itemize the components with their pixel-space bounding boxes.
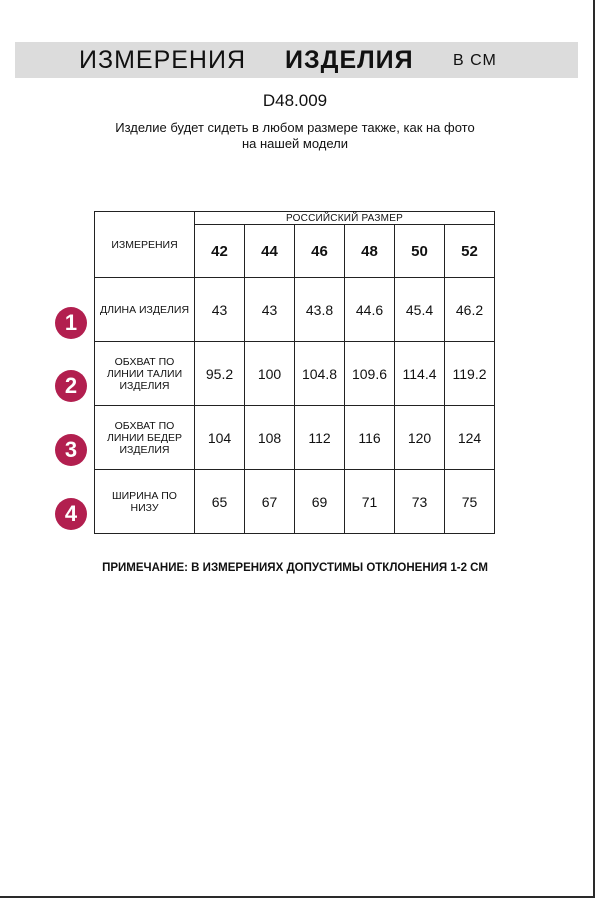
value-cell: 73 xyxy=(395,470,445,534)
value-cell: 75 xyxy=(445,470,495,534)
corner-label: ИЗМЕРЕНИЯ xyxy=(95,212,195,278)
value-cell: 95.2 xyxy=(195,342,245,406)
row-label xyxy=(95,470,195,534)
row-label-line: ЛИНИИ ТАЛИИ xyxy=(106,367,183,380)
value-cell: 104 xyxy=(195,406,245,470)
size-header-cell: 44 xyxy=(245,225,295,278)
row-number-badge: 1 xyxy=(55,307,87,339)
value-cell: 108 xyxy=(245,406,295,470)
table-row xyxy=(95,470,495,534)
row-label xyxy=(95,342,195,406)
row-number-badge: 2 xyxy=(55,370,87,402)
size-header-cell: 50 xyxy=(395,225,445,278)
value-cell: 71 xyxy=(345,470,395,534)
value-cell: 120 xyxy=(395,406,445,470)
row-label-line: ЛИНИИ БЕДЕР xyxy=(106,431,183,444)
size-table xyxy=(94,211,495,534)
title-bar xyxy=(15,42,578,78)
tolerance-note: ПРИМЕЧАНИЕ: В ИЗМЕРЕНИЯХ ДОПУСТИМЫ ОТКЛОНЕНИЯ 1-2 СМ xyxy=(102,562,488,574)
value-cell: 100 xyxy=(245,342,295,406)
row-label-line: ДЛИНА ИЗДЕЛИЯ xyxy=(99,303,190,316)
table-row xyxy=(95,278,495,342)
row-label xyxy=(95,406,195,470)
title-unit: В СМ xyxy=(453,52,497,69)
value-cell: 116 xyxy=(345,406,395,470)
product-code: D48.009 xyxy=(262,91,328,110)
fit-description-line-1: Изделие будет сидеть в любом размере также, как на фото xyxy=(115,120,475,135)
size-header-cell: 42 xyxy=(195,225,245,278)
table-row xyxy=(95,342,495,406)
table-row xyxy=(95,406,495,470)
value-cell: 65 xyxy=(195,470,245,534)
value-cell: 69 xyxy=(295,470,345,534)
row-label-line: ОБХВАТ ПО xyxy=(114,419,175,432)
row-label xyxy=(95,278,195,342)
value-cell: 43.8 xyxy=(295,278,345,342)
size-header-cell: 52 xyxy=(445,225,495,278)
size-group-label: РОССИЙСКИЙ РАЗМЕР xyxy=(195,212,495,225)
value-cell: 44.6 xyxy=(345,278,395,342)
row-label-line: ИЗДЕЛИЯ xyxy=(119,379,170,392)
value-cell: 109.6 xyxy=(345,342,395,406)
row-label-line: ШИРИНА ПО xyxy=(112,489,177,502)
value-cell: 104.8 xyxy=(295,342,345,406)
value-cell: 114.4 xyxy=(395,342,445,406)
row-label-line: НИЗУ xyxy=(130,501,159,514)
value-cell: 43 xyxy=(195,278,245,342)
row-label-line: ОБХВАТ ПО xyxy=(114,355,175,368)
row-number-badge: 3 xyxy=(55,434,87,466)
fit-description xyxy=(0,120,590,152)
value-cell: 67 xyxy=(245,470,295,534)
value-cell: 124 xyxy=(445,406,495,470)
value-cell: 43 xyxy=(245,278,295,342)
value-cell: 45.4 xyxy=(395,278,445,342)
row-number-badge: 4 xyxy=(55,498,87,530)
value-cell: 119.2 xyxy=(445,342,495,406)
value-cell: 112 xyxy=(295,406,345,470)
size-header-cell: 48 xyxy=(345,225,395,278)
row-label-line: ИЗДЕЛИЯ xyxy=(119,443,170,456)
size-header-cell: 46 xyxy=(295,225,345,278)
value-cell: 46.2 xyxy=(445,278,495,342)
title-measurements: ИЗМЕРЕНИЯ xyxy=(79,46,246,74)
title-item: ИЗДЕЛИЯ xyxy=(285,46,414,74)
fit-description-line-2: на нашей модели xyxy=(241,136,349,151)
